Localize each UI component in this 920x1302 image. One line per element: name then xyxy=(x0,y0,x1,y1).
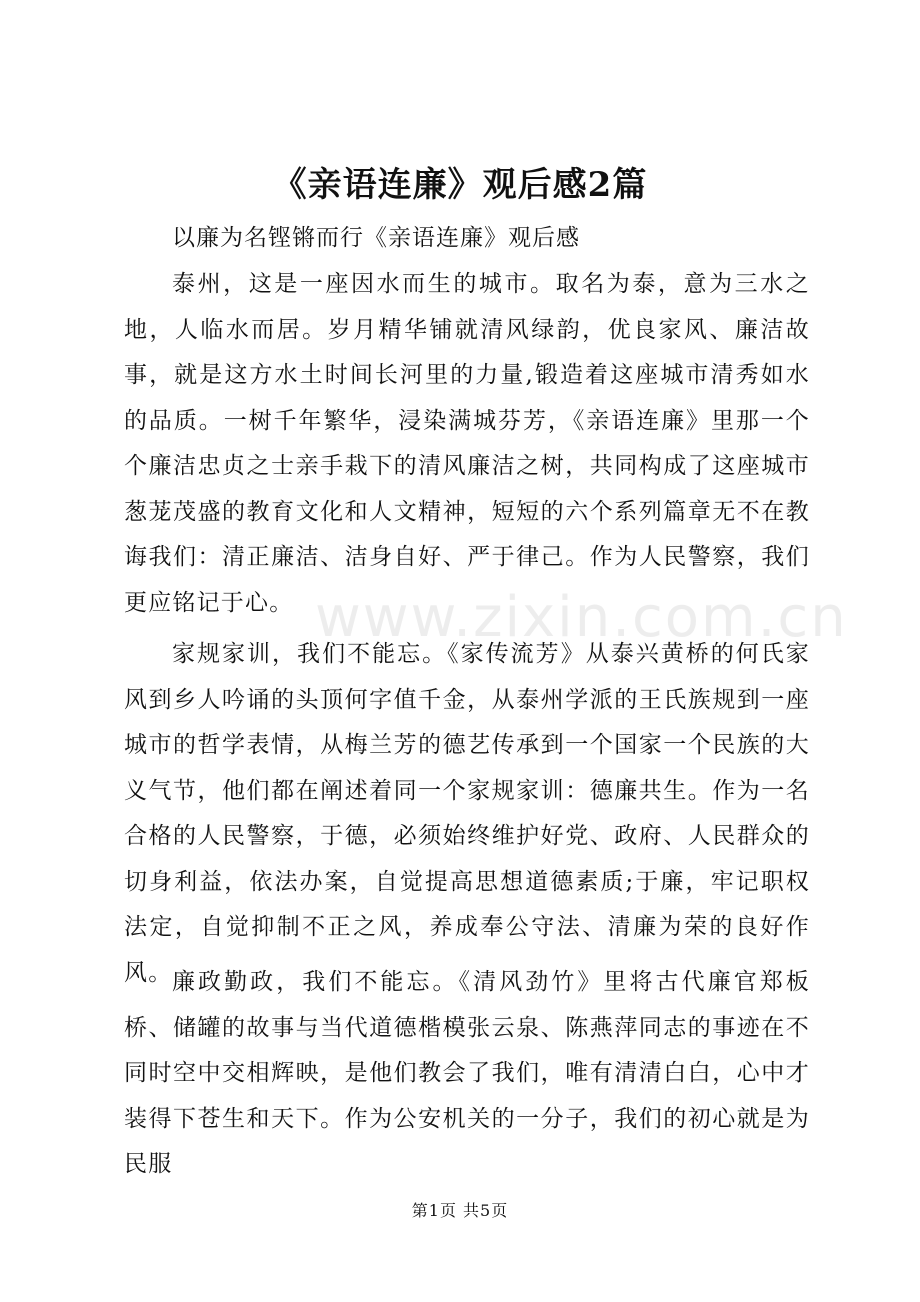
paragraph: 家规家训，我们不能忘。《家传流芳》从泰兴黄桥的何氏家风到乡人吟诵的头顶何字值千金，从泰州学派的王氏族规到一座城市的哲学表情，从梅兰芳的德艺传承到一个国家一个民族的大义气节，他们都在阐述着同一个家规家训：德廉共生。作为一名合格的人民警察，于德，必须始终维护好党、政府、人民群众的切身利益，依法办案，自觉提高思想道德素质;于廉，牢记职权法定，自觉抑制不正之风，养成奉公守法、清廉为荣的良好作风。 xyxy=(124,641,810,986)
document-title: 《亲语连廉》观后感2篇 xyxy=(272,165,648,205)
page-footer: 第1页 共5页 xyxy=(411,1201,509,1220)
watermark: www.zixin.com.cn xyxy=(315,585,848,650)
paragraph: 泰州，这是一座因水而生的城市。取名为泰，意为三水之地，人临水而居。岁月精华铺就清风绿韵，优良家风、廉洁故事，就是这方水土时间长河里的力量,锻造着这座城市清秀如水的品质。一树千年繁华，浸染满城芬芳，《亲语连廉》里那一个个廉洁忠贞之士亲手栽下的清风廉洁之树，共同构成了这座城市葱茏茂盛的教育文化和人文精神，短短的六个系列篇章无不在教诲我们：清正廉洁、洁身自好、严于律己。作为人民警察，我们更应铭记于心。 xyxy=(124,271,810,616)
paragraph: 廉政勤政，我们不能忘。《清风劲竹》里将古代廉官郑板桥、储罐的故事与当代道德楷模张云泉、陈燕萍同志的事迹在不同时空中交相辉映，是他们教会了我们，唯有清清白白，心中才装得下苍生和天下。作为公安机关的一分子，我们的初心就是为民服 xyxy=(124,969,810,1177)
document-subtitle: 以廉为名铿锵而行《亲语连廉》观后感 xyxy=(172,225,580,251)
